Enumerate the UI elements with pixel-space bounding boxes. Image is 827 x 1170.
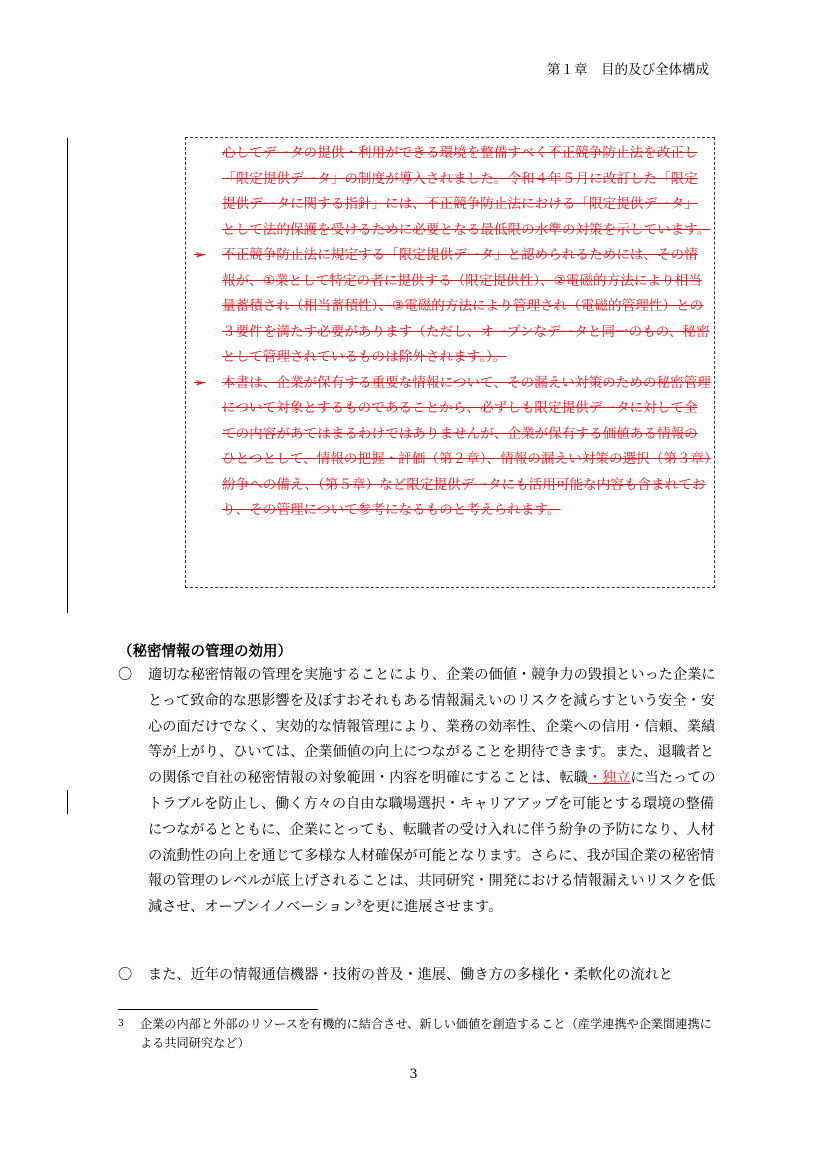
footnote-mark: 3 <box>118 1019 124 1029</box>
inserted-text: ・独立 <box>587 770 631 787</box>
running-header: 第１章 目的及び全体構成 <box>547 62 709 78</box>
list-item <box>118 663 716 921</box>
text-segment: を更に進展させます。 <box>361 899 503 916</box>
footnote-separator <box>118 1009 318 1010</box>
deleted-boxed-note <box>185 137 715 588</box>
deleted-bullet <box>194 371 711 524</box>
section-heading: （秘密情報の管理の効用） <box>118 644 292 660</box>
item-text <box>148 663 716 921</box>
item-text: また、近年の情報通信機器・技術の普及・進展、働き方の多様化・柔軟化の流れと <box>148 967 673 983</box>
text-segment: 適切な秘密情報の管理を実施することにより、企業の価値・競争力の毀損といった企業にとって致命的な悪影響を及ぼすおそれもある情報漏えいのリスクを減らすという安全・安心の面だけでなく、実効的な情報管理により、業務の効率性、企業への信用・信頼、業績等が上がり、ひいては、企業価値の向上につながることを期待できます。また、退職者との関係で自社の秘密情報の対象範囲・内容を明確にすることは、転職 <box>148 667 716 787</box>
deleted-bullet <box>194 243 711 371</box>
list-item <box>118 963 716 989</box>
bullet-text: 不正競争防止法に規定する「限定提供データ」と認められるためには、その情報が、①業として特定の者に提供する（限定提供性）、②電磁的方法により相当量蓄積され（相当蓄積性）、③電磁的方法により管理され（電磁的管理性）との３要件を満たす必要があります（ただし、オープンなデータと同一のもの、秘密として管理されているものは除外されます。）。 <box>222 247 710 365</box>
arrow-bullet-icon: ➢ <box>194 374 206 391</box>
change-bar <box>67 138 68 613</box>
footnote <box>118 1015 718 1053</box>
footnote-text: 企業の内部と外部のリソースを有機的に結合させ、新しい価値を創造すること（産学連携や企業間連携による共同研究など） <box>140 1017 712 1050</box>
circle-bullet-icon: 〇 <box>118 967 133 983</box>
footnote-reference[interactable]: 3 <box>356 898 362 908</box>
page-number: 3 <box>409 1067 418 1082</box>
arrow-bullet-icon: ➢ <box>194 247 206 263</box>
bullet-text: 本書は、企業が保有する重要な情報について、その漏えい対策のための秘密管理について対象とするものであることから、必ずしも限定提供データに対して全ての内容があてはまるわけではありませんが、企業が保有する価値ある情報のひとつとして、情報の把握・評価（第２章）、情報の漏えい対策の選択（第３章）紛争への備え、（第５章）など限定提供データにも活用可能な内容も含まれており、その管理について参考になるものと考えられます。 <box>222 374 711 518</box>
change-bar <box>67 790 68 814</box>
deleted-paragraph: 心してデータの提供・利用ができる環境を整備すべく不正競争防止法を改正し「限定提供データ」の制度が導入されました。令和４年５月に改訂した「限定提供データに関する指針」には、不正競争防止法における「限定提供データ」として法的保護を受けるために必要となる最低限の水準の対策を示しています。 <box>222 145 711 238</box>
text-segment: に当たってのトラブルを防止し、働く方々の自由な職場選択・キャリアアップを可能とする環境の整備につながるとともに、企業にとっても、転職者の受け入れに伴う紛争の予防になり、人材の流動性の向上を通じて多様な人材確保が可能となります。さらに、我が国企業の秘密情報の管理のレベルが底上げされることは、共同研究・開発における情報漏えいリスクを低減させ、オープンイノベーション <box>148 770 716 916</box>
circle-bullet-icon: 〇 <box>118 667 133 683</box>
